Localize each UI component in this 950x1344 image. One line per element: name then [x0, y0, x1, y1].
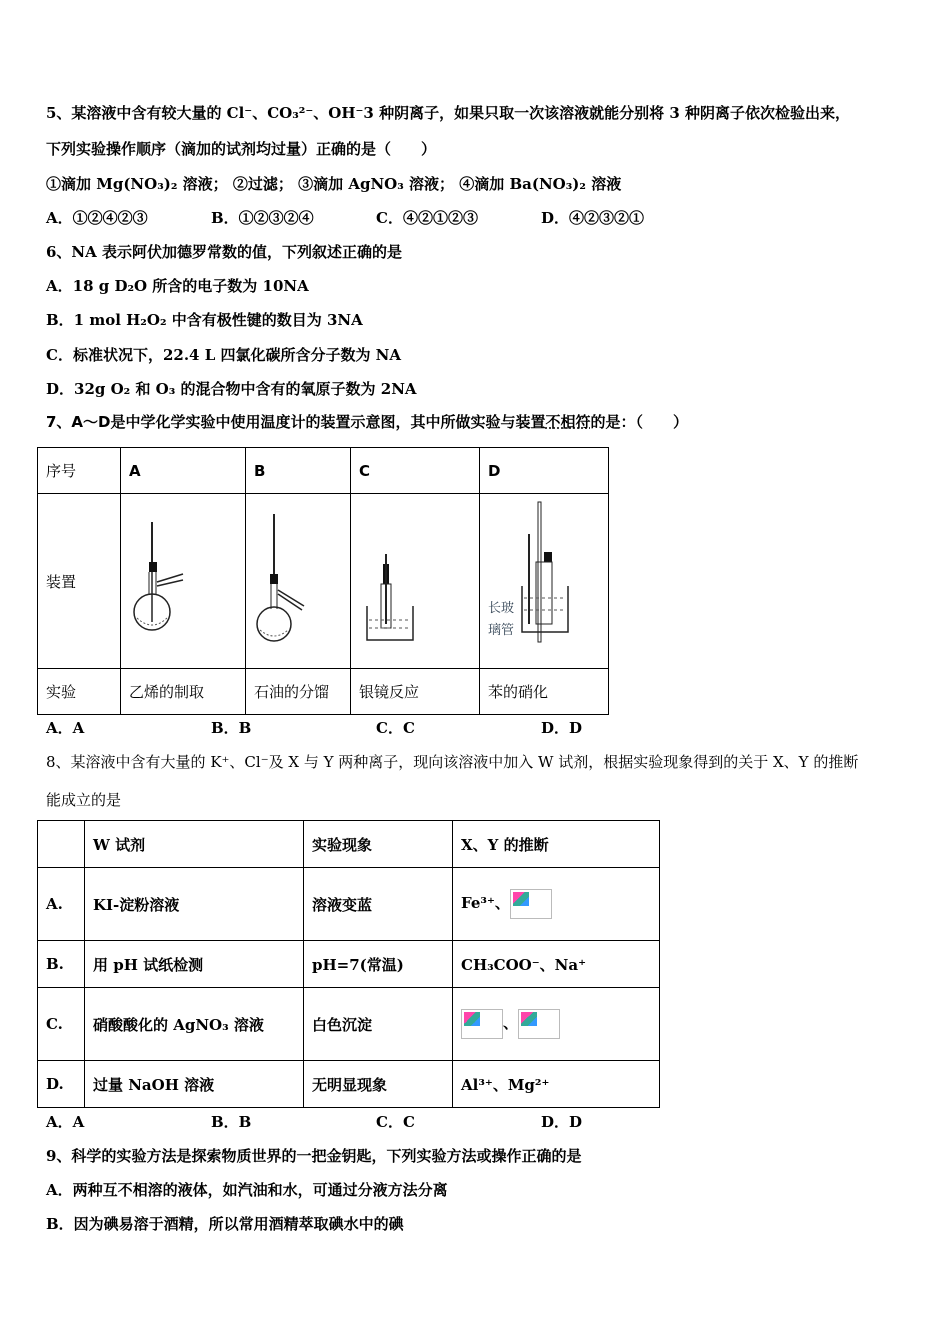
- q5-option-d[interactable]: D．④②③②①: [541, 209, 645, 227]
- q8-row-a-xy: [453, 868, 660, 941]
- q7-h-a: A: [121, 448, 246, 494]
- distillation-flask-a-icon: [121, 494, 245, 664]
- q5-option-a[interactable]: A．①②④②③: [46, 209, 148, 227]
- q8-row-b-w: 用 pH 试纸检测: [85, 941, 304, 988]
- q8-row-d-label: D.: [38, 1061, 85, 1108]
- q9-stem: 9、科学的实验方法是探索物质世界的一把金钥匙，下列实验方法或操作正确的是: [46, 1147, 582, 1165]
- q8-row-b-phenom: pH=7(常温): [304, 941, 453, 988]
- nitration-d-icon: [480, 494, 608, 664]
- q8-row-a-label: A.: [38, 868, 85, 941]
- q5-options: [46, 208, 644, 228]
- q5-line1: 5、某溶液中含有较大量的 Cl⁻、CO₃²⁻、OH⁻3 种阴离子，如果只取一次该溶液就能分别将 3 种阴离子依次检验出来，: [46, 104, 850, 122]
- q7-exp-c: 银镜反应: [351, 669, 480, 715]
- q8-option-b[interactable]: B．B: [211, 1113, 252, 1131]
- q8-row-c-xy: [453, 988, 660, 1061]
- q7-option-d[interactable]: D．D: [541, 719, 583, 737]
- q7-stem: [46, 412, 688, 432]
- q7-exp-a: 乙烯的制取: [121, 669, 246, 715]
- q7-row-label-apparatus: 装置: [38, 494, 121, 669]
- q6-option-b[interactable]: B．1 mol H₂O₂ 中含有极性键的数目为 3NA: [46, 311, 363, 329]
- d-caption-2: 璃管: [488, 623, 515, 638]
- q8-row-d-phenom: 无明显现象: [304, 1061, 453, 1108]
- q7-exp-b: 石油的分馏: [246, 669, 351, 715]
- q7-stem-start: 7、A～D是中学化学实验中使用温度计的装置示意图，其中所做实验与装置: [46, 413, 546, 431]
- q8-h-blank: [38, 821, 85, 868]
- q7-option-a[interactable]: A．A: [46, 719, 85, 737]
- q6-option-c[interactable]: C．标准状况下，22.4 L 四氯化碳所含分子数为 NA: [46, 346, 402, 364]
- q8-row-d-xy: Al³⁺、Mg²⁺: [453, 1061, 660, 1108]
- q7-stem-emphasis: 不相符: [545, 413, 591, 431]
- q6-option-a[interactable]: A．18 g D₂O 所含的电子数为 10NA: [46, 277, 309, 295]
- q7-option-b[interactable]: B．B: [211, 719, 252, 737]
- q8-line1: 8、某溶液中含有大量的 K⁺、Cl⁻及 X 与 Y 两种离子，现向该溶液中加入 W 试剂，根据实验现象得到的关于 X、Y 的推断: [46, 753, 859, 771]
- q7-apparatus-d: [480, 494, 609, 669]
- q7-h-c: C: [351, 448, 480, 494]
- q7-h-index: 序号: [38, 448, 121, 494]
- q8-row-b-label: B.: [38, 941, 85, 988]
- q8-h-phenom: 实验现象: [304, 821, 453, 868]
- q8-row-a-xy-text: Fe³⁺、: [461, 894, 510, 912]
- broken-image-icon: [518, 1009, 560, 1039]
- q7-options: [46, 718, 582, 738]
- q7-row-label-experiment: 实验: [38, 669, 121, 715]
- q5-option-c[interactable]: C．④②①②③: [376, 209, 478, 227]
- q8-row-c-phenom: 白色沉淀: [304, 988, 453, 1061]
- q5-option-b[interactable]: B．①②③②④: [211, 209, 314, 227]
- q8-row-b-xy: CH₃COO⁻、Na⁺: [453, 941, 660, 988]
- q9-option-a[interactable]: A．两种互不相溶的液体，如汽油和水，可通过分液方法分离: [46, 1181, 448, 1199]
- q8-row-a-w: KI-淀粉溶液: [85, 868, 304, 941]
- q8-h-w: W 试剂: [85, 821, 304, 868]
- q7-exp-d: 苯的硝化: [480, 669, 609, 715]
- q6-option-d[interactable]: D．32g O₂ 和 O₃ 的混合物中含有的氧原子数为 2NA: [46, 380, 417, 398]
- q5-line2: 下列实验操作顺序（滴加的试剂均过量）正确的是（ ）: [46, 140, 437, 158]
- q7-h-d: D: [480, 448, 609, 494]
- q7-apparatus-a: [121, 494, 246, 669]
- q8-table: [37, 820, 660, 1108]
- q7-apparatus-c: [351, 494, 480, 669]
- q8-option-d[interactable]: D．D: [541, 1113, 583, 1131]
- q7-table: [37, 447, 609, 715]
- q8-h-xy: X、Y 的推断: [453, 821, 660, 868]
- q8-options: [46, 1112, 582, 1132]
- q8-option-c[interactable]: C．C: [376, 1113, 415, 1131]
- broken-image-icon: [461, 1009, 503, 1039]
- q9-option-b[interactable]: B．因为碘易溶于酒精，所以常用酒精萃取碘水中的碘: [46, 1215, 404, 1233]
- d-caption-1: 长玻: [488, 601, 515, 616]
- q8-row-c-xy-text: 、: [503, 1014, 519, 1032]
- q8-line2: 能成立的是: [46, 791, 122, 809]
- q8-row-a-phenom: 溶液变蓝: [304, 868, 453, 941]
- q8-option-a[interactable]: A．A: [46, 1113, 85, 1131]
- q7-h-b: B: [246, 448, 351, 494]
- q7-stem-end: 的是：（ ）: [590, 413, 689, 431]
- water-bath-c-icon: [351, 494, 479, 664]
- broken-image-icon: [510, 889, 552, 919]
- q6-stem: 6、NA 表示阿伏加德罗常数的值，下列叙述正确的是: [46, 243, 403, 261]
- q7-apparatus-b: [246, 494, 351, 669]
- q8-row-c-label: C.: [38, 988, 85, 1061]
- q5-line3: ①滴加 Mg(NO₃)₂ 溶液； ②过滤； ③滴加 AgNO₃ 溶液； ④滴加 Ba(NO₃)₂ 溶液: [46, 175, 622, 193]
- distillation-flask-b-icon: [246, 494, 350, 664]
- q8-row-d-w: 过量 NaOH 溶液: [85, 1061, 304, 1108]
- q7-option-c[interactable]: C．C: [376, 719, 415, 737]
- q8-row-c-w: 硝酸酸化的 AgNO₃ 溶液: [85, 988, 304, 1061]
